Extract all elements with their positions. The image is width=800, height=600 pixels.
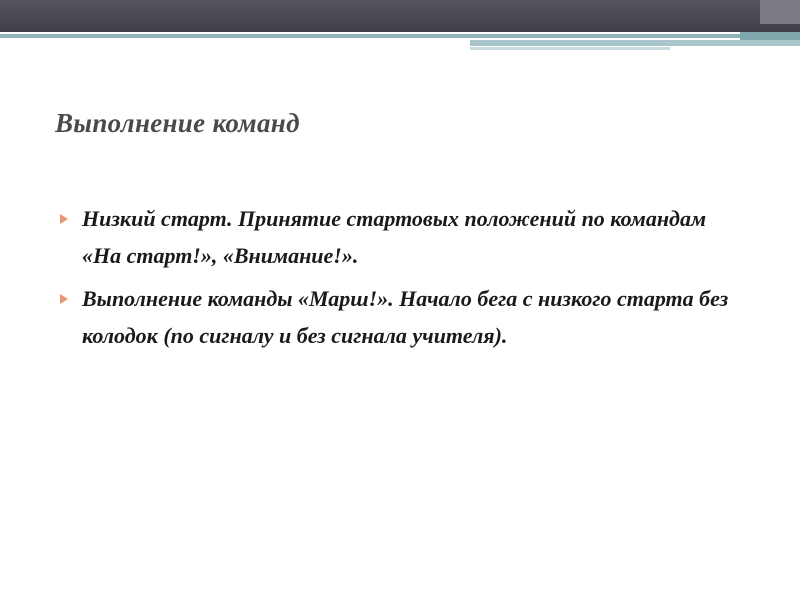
- bullet-item: [60, 280, 740, 354]
- header-band-corner: [760, 0, 800, 24]
- triangle-bullet-icon: [60, 294, 68, 304]
- accent-line: [470, 40, 800, 46]
- triangle-bullet-icon: [60, 214, 68, 224]
- bullet-list: [60, 200, 740, 360]
- accent-line: [0, 34, 800, 38]
- bullet-item: [60, 200, 740, 274]
- bullet-text: Выполнение команды «Марш!». Начало бега с низкого старта без колодок (по сигналу и без сигнала учителя).: [82, 286, 729, 348]
- header-band: [0, 0, 800, 32]
- bullet-text: Низкий старт. Принятие стартовых положений по командам «На старт!», «Внимание!».: [82, 206, 707, 268]
- accent-line: [470, 47, 670, 50]
- slide-title: Выполнение команд: [55, 108, 300, 138]
